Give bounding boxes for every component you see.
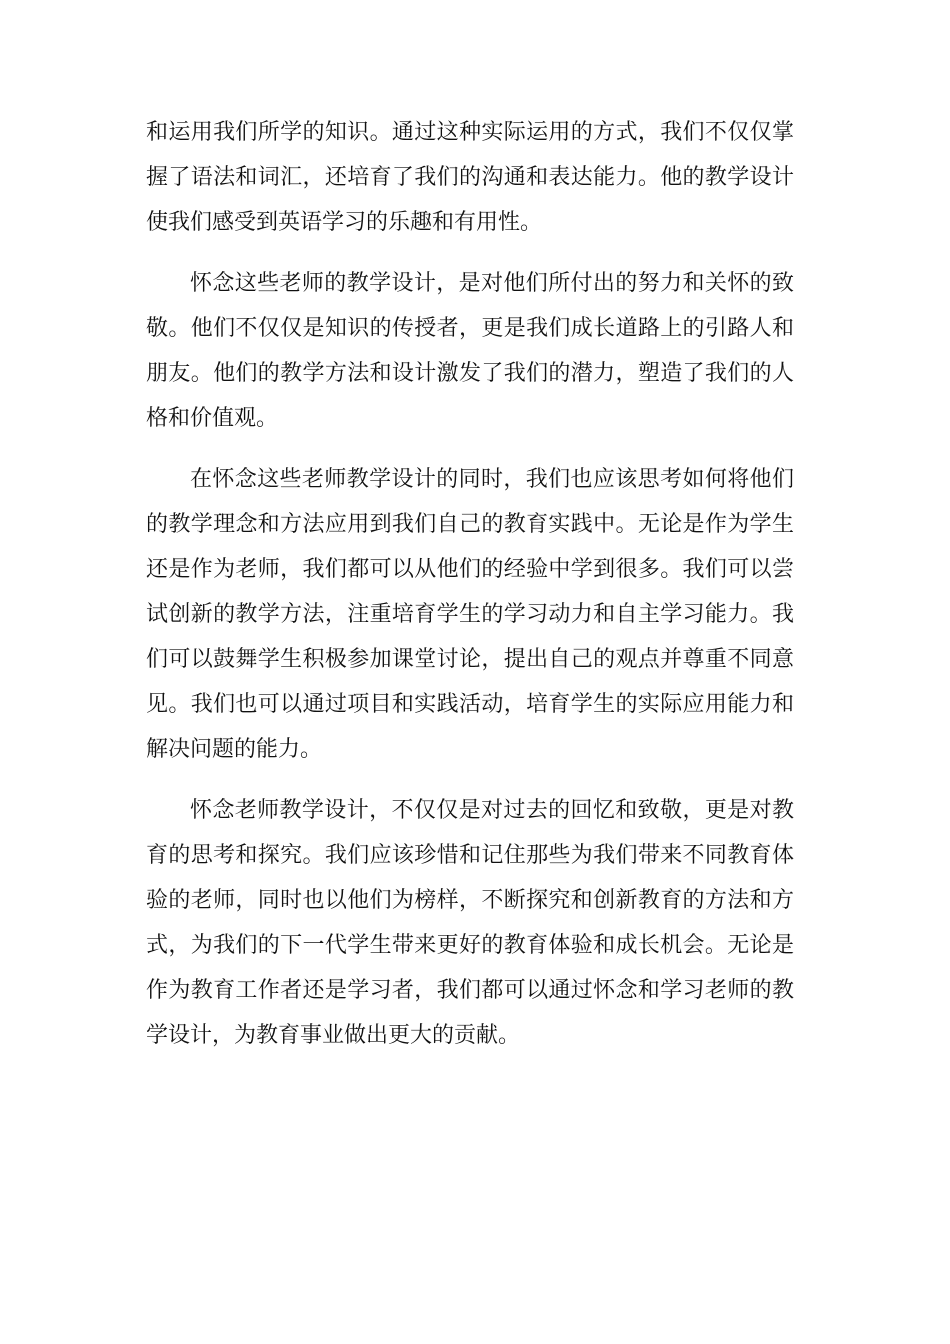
- paragraph-2: 怀念这些老师的教学设计，是对他们所付出的努力和关怀的致敬。他们不仅仅是知识的传授者，更是我们成长道路上的引路人和朋友。他们的教学方法和设计激发了我们的潜力，塑造了我们的人格和价值观。: [146, 271, 794, 431]
- paragraph-3: 在怀念这些老师教学设计的同时，我们也应该思考如何将他们的教学理念和方法应用到我们自己的教育实践中。无论是作为学生还是作为老师，我们都可以从他们的经验中学到很多。我们可以尝试创新的教学方法，注重培育学生的学习动力和自主学习能力。我们可以鼓舞学生积极参加课堂讨论，提出自己的观点并尊重不同意见。我们也可以通过项目和实践活动，培育学生的实际应用能力和解决问题的能力。: [146, 467, 794, 762]
- paragraph-4: 怀念老师教学设计，不仅仅是对过去的回忆和致敬，更是对教育的思考和探究。我们应该珍惜和记住那些为我们带来不同教育体验的老师，同时也以他们为榜样，不断探究和创新教育的方法和方式，为我们的下一代学生带来更好的教育体验和成长机会。无论是作为教育工作者还是学习者，我们都可以通过怀念和学习老师的教学设计，为教育事业做出更大的贡献。: [146, 798, 794, 1048]
- document-body: [146, 110, 794, 1074]
- paragraph-1: 和运用我们所学的知识。通过这种实际运用的方式，我们不仅仅掌握了语法和词汇，还培育了我们的沟通和表达能力。他的教学设计使我们感受到英语学习的乐趣和有用性。: [146, 120, 794, 235]
